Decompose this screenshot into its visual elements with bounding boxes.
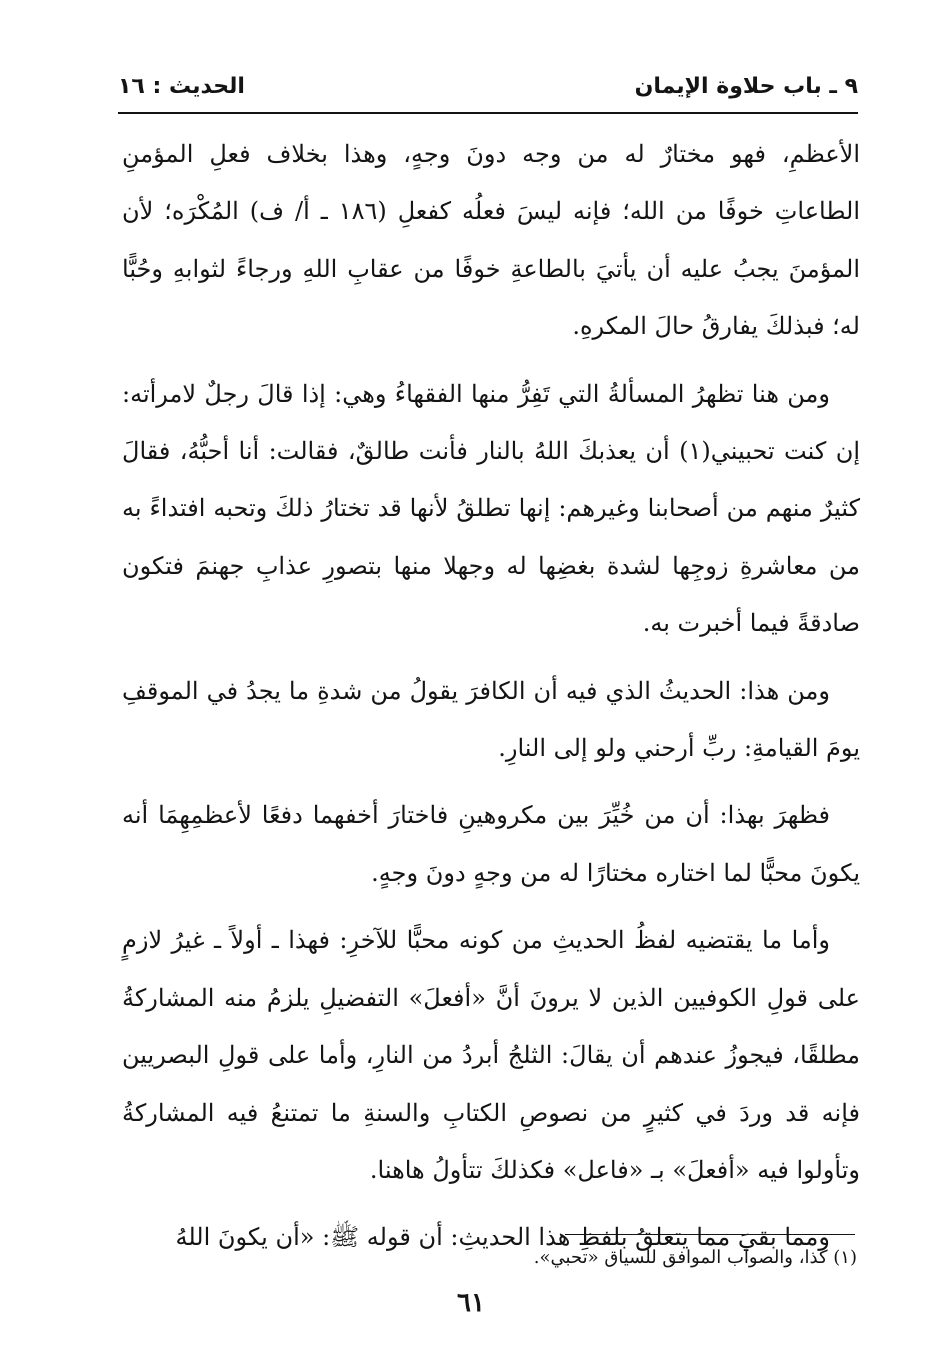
- paragraph: ومما بقيَ مما يتعلقُ بلفظِ هذا الحديثِ: أن قوله ﷺ: «أن يكونَ اللهُ: [175, 1223, 830, 1252]
- header-divider: [118, 112, 858, 114]
- paragraph: وأما ما يقتضيه لفظُ الحديثِ من كونه محبًّا للآخرِ: فهذا ـ أولاً ـ غيرُ لازمٍ على قولِ الكوفيين الذين لا يرونَ أنَّ «أفعلَ» التفضيلِ يلزمُ منه المشاركةُ مطلقًا، فيجوزُ عندهم أن يقالَ: الثلجُ أبردُ من النارِ، وأما على قولِ البصريين فإنه قد وردَ في كثيرٍ من نصوصِ الكتابِ والسنةِ ما تمتنعُ فيه المشاركةُ وتأولوا فيه «أفعلَ» بـ «فاعل» فكذلكَ تتأولُ هاهنا.: [122, 926, 860, 1184]
- footnote: (١) كذا، والصواب الموافق للسياق «تحبي».: [533, 1247, 857, 1268]
- chapter-title: ٩ ـ باب حلاوة الإيمان: [634, 74, 858, 99]
- page-number: ٦١: [457, 1288, 485, 1318]
- paragraph: ومن هذا: الحديثُ الذي فيه أن الكافرَ يقولُ من شدةِ ما يجدُ في الموقفِ يومَ القيامةِ: ربِّ أرحني ولو إلى النارِ.: [122, 676, 860, 763]
- paragraph: ومن هنا تظهرُ المسألةُ التي تَفِرُّ منها الفقهاءُ وهي: إذا قالَ رجلٌ لامرأته: إن كنت تحبيني(١) أن يعذبكَ اللهُ بالنار فأنت طالقٌ، فقالت: أنا أحبُّهُ، فقالَ كثيرٌ منهم من أصحابنا وغيرهم: إنها تطلقُ لأنها قد تختارُ ذلكَ وتحبه افتداءً به من معاشرةِ زوجِها لشدة بغضِها له وجهلا منها بتصورِ عذابِ جهنمَ فتكون صادقةً فيما أخبرت به.: [122, 379, 860, 638]
- footnote-divider: [565, 1234, 855, 1235]
- paragraph: فظهرَ بهذا: أن من خُيِّرَ بين مكروهينِ فاختارَ أخفهما دفعًا لأعظمِهِمَا أنه يكونَ محبًّا لما اختاره مختارًا له من وجهٍ دونَ وجهٍ.: [122, 801, 860, 887]
- page-body: [122, 126, 860, 1267]
- paragraph: الأعظمِ، فهو مختارٌ له من وجه دونَ وجهٍ، وهذا بخلاف فعلِ المؤمنِ الطاعاتِ خوفًا من الله؛ فإنه ليسَ فعلُه كفعلِ (١٨٦ ـ أ/ ف) المُكْرَه؛ لأن المؤمنَ يجبُ عليه أن يأتيَ بالطاعةِ خوفًا من عقابِ اللهِ ورجاءً لثوابهِ وحُبًّا له؛ فبذلكَ يفارقُ حالَ المكرهِ.: [122, 140, 861, 341]
- running-header: [118, 70, 858, 110]
- hadith-label: الحديث : ١٦: [118, 74, 245, 99]
